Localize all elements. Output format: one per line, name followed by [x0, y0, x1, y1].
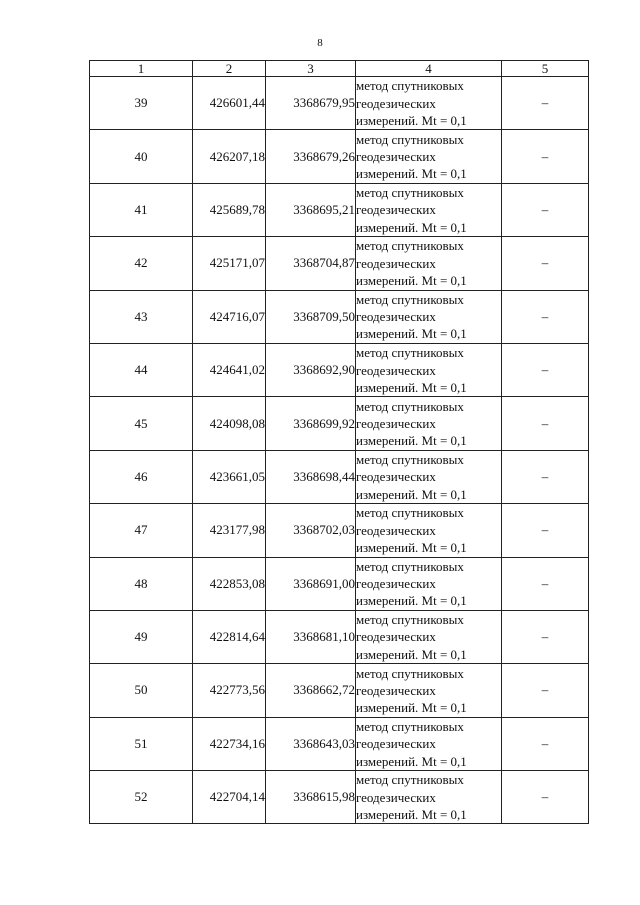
method-cell: [356, 771, 502, 824]
table-row: [90, 343, 589, 396]
method-line: измерений. Mt = 0,1: [356, 433, 467, 449]
table-row: [90, 183, 589, 236]
note-cell: –: [502, 237, 589, 290]
method-line: измерений. Mt = 0,1: [356, 112, 467, 128]
method-line: метод спутниковых: [356, 345, 464, 361]
table-row: [90, 504, 589, 557]
y-coordinate-cell: 3368681,10: [266, 610, 356, 663]
method-line: метод спутниковых: [356, 451, 464, 467]
method-line: геодезических: [356, 629, 436, 645]
x-coordinate-cell: 422734,16: [193, 717, 266, 770]
table-row: [90, 664, 589, 717]
method-cell: [356, 717, 502, 770]
y-coordinate-cell: 3368643,03: [266, 717, 356, 770]
method-line: метод спутниковых: [356, 238, 464, 254]
x-coordinate-cell: 424641,02: [193, 343, 266, 396]
method-line: измерений. Mt = 0,1: [356, 700, 467, 716]
x-coordinate-cell: 423661,05: [193, 450, 266, 503]
point-number-cell: 39: [90, 77, 193, 130]
y-coordinate-cell: 3368615,98: [266, 771, 356, 824]
page-number: 8: [317, 37, 323, 49]
note-cell: –: [502, 717, 589, 770]
method-line: геодезических: [356, 576, 436, 592]
y-coordinate-cell: 3368704,87: [266, 237, 356, 290]
method-cell: [356, 557, 502, 610]
note-cell: –: [502, 557, 589, 610]
note-cell: –: [502, 771, 589, 824]
note-cell: –: [502, 664, 589, 717]
method-line: метод спутниковых: [356, 612, 464, 628]
y-coordinate-cell: 3368709,50: [266, 290, 356, 343]
method-line: метод спутниковых: [356, 291, 464, 307]
x-coordinate-cell: 424716,07: [193, 290, 266, 343]
y-coordinate-cell: 3368691,00: [266, 557, 356, 610]
point-number-cell: 47: [90, 504, 193, 557]
x-coordinate-cell: 425689,78: [193, 183, 266, 236]
header-row: [90, 61, 589, 77]
table-row: [90, 130, 589, 183]
table-row: [90, 610, 589, 663]
method-line: измерений. Mt = 0,1: [356, 326, 467, 342]
method-line: геодезических: [356, 682, 436, 698]
method-cell: [356, 450, 502, 503]
x-coordinate-cell: 422814,64: [193, 610, 266, 663]
table-row: [90, 557, 589, 610]
method-line: измерений. Mt = 0,1: [356, 166, 467, 182]
y-coordinate-cell: 3368662,72: [266, 664, 356, 717]
x-coordinate-cell: 426601,44: [193, 77, 266, 130]
table-row: [90, 77, 589, 130]
method-line: измерений. Mt = 0,1: [356, 486, 467, 502]
method-line: метод спутниковых: [356, 78, 464, 94]
y-coordinate-cell: 3368702,03: [266, 504, 356, 557]
method-line: измерений. Mt = 0,1: [356, 593, 467, 609]
point-number-cell: 44: [90, 343, 193, 396]
method-line: геодезических: [356, 95, 436, 111]
table-row: [90, 290, 589, 343]
table-row: [90, 771, 589, 824]
y-coordinate-cell: 3368699,92: [266, 397, 356, 450]
x-coordinate-cell: 422853,08: [193, 557, 266, 610]
point-number-cell: 41: [90, 183, 193, 236]
note-cell: –: [502, 77, 589, 130]
method-cell: [356, 130, 502, 183]
method-cell: [356, 77, 502, 130]
method-line: геодезических: [356, 148, 436, 164]
method-cell: [356, 343, 502, 396]
table-row: [90, 237, 589, 290]
x-coordinate-cell: 422773,56: [193, 664, 266, 717]
method-line: измерений. Mt = 0,1: [356, 646, 467, 662]
method-line: геодезических: [356, 736, 436, 752]
table-row: [90, 397, 589, 450]
method-line: метод спутниковых: [356, 398, 464, 414]
method-line: метод спутниковых: [356, 185, 464, 201]
x-coordinate-cell: 422704,14: [193, 771, 266, 824]
method-line: измерений. Mt = 0,1: [356, 219, 467, 235]
method-line: геодезических: [356, 415, 436, 431]
point-number-cell: 46: [90, 450, 193, 503]
method-line: геодезических: [356, 469, 436, 485]
note-cell: –: [502, 610, 589, 663]
point-number-cell: 45: [90, 397, 193, 450]
method-line: геодезических: [356, 789, 436, 805]
y-coordinate-cell: 3368679,26: [266, 130, 356, 183]
header-col-4: 4: [356, 61, 502, 77]
point-number-cell: 50: [90, 664, 193, 717]
method-line: геодезических: [356, 255, 436, 271]
note-cell: –: [502, 343, 589, 396]
method-cell: [356, 290, 502, 343]
method-cell: [356, 397, 502, 450]
note-cell: –: [502, 130, 589, 183]
y-coordinate-cell: 3368698,44: [266, 450, 356, 503]
table-row: [90, 717, 589, 770]
method-line: измерений. Mt = 0,1: [356, 753, 467, 769]
method-cell: [356, 504, 502, 557]
point-number-cell: 48: [90, 557, 193, 610]
header-col-2: 2: [193, 61, 266, 77]
method-line: измерений. Mt = 0,1: [356, 539, 467, 555]
method-cell: [356, 237, 502, 290]
method-line: метод спутниковых: [356, 131, 464, 147]
point-number-cell: 49: [90, 610, 193, 663]
header-col-1: 1: [90, 61, 193, 77]
x-coordinate-cell: 423177,98: [193, 504, 266, 557]
x-coordinate-cell: 425171,07: [193, 237, 266, 290]
method-cell: [356, 610, 502, 663]
header-col-3: 3: [266, 61, 356, 77]
coordinates-table: [89, 60, 589, 824]
method-line: геодезических: [356, 362, 436, 378]
point-number-cell: 51: [90, 717, 193, 770]
method-line: метод спутниковых: [356, 772, 464, 788]
y-coordinate-cell: 3368679,95: [266, 77, 356, 130]
method-line: геодезических: [356, 202, 436, 218]
method-line: измерений. Mt = 0,1: [356, 806, 467, 822]
method-line: метод спутниковых: [356, 505, 464, 521]
x-coordinate-cell: 426207,18: [193, 130, 266, 183]
table-header: [90, 61, 589, 77]
point-number-cell: 40: [90, 130, 193, 183]
method-line: геодезических: [356, 309, 436, 325]
point-number-cell: 52: [90, 771, 193, 824]
method-line: метод спутниковых: [356, 718, 464, 734]
y-coordinate-cell: 3368692,90: [266, 343, 356, 396]
note-cell: –: [502, 504, 589, 557]
x-coordinate-cell: 424098,08: [193, 397, 266, 450]
table-row: [90, 450, 589, 503]
note-cell: –: [502, 397, 589, 450]
method-cell: [356, 664, 502, 717]
y-coordinate-cell: 3368695,21: [266, 183, 356, 236]
point-number-cell: 42: [90, 237, 193, 290]
method-cell: [356, 183, 502, 236]
method-line: измерений. Mt = 0,1: [356, 273, 467, 289]
note-cell: –: [502, 450, 589, 503]
table-body: [90, 77, 589, 824]
method-line: геодезических: [356, 522, 436, 538]
method-line: метод спутниковых: [356, 665, 464, 681]
point-number-cell: 43: [90, 290, 193, 343]
method-line: метод спутниковых: [356, 558, 464, 574]
method-line: измерений. Mt = 0,1: [356, 379, 467, 395]
note-cell: –: [502, 290, 589, 343]
note-cell: –: [502, 183, 589, 236]
header-col-5: 5: [502, 61, 589, 77]
